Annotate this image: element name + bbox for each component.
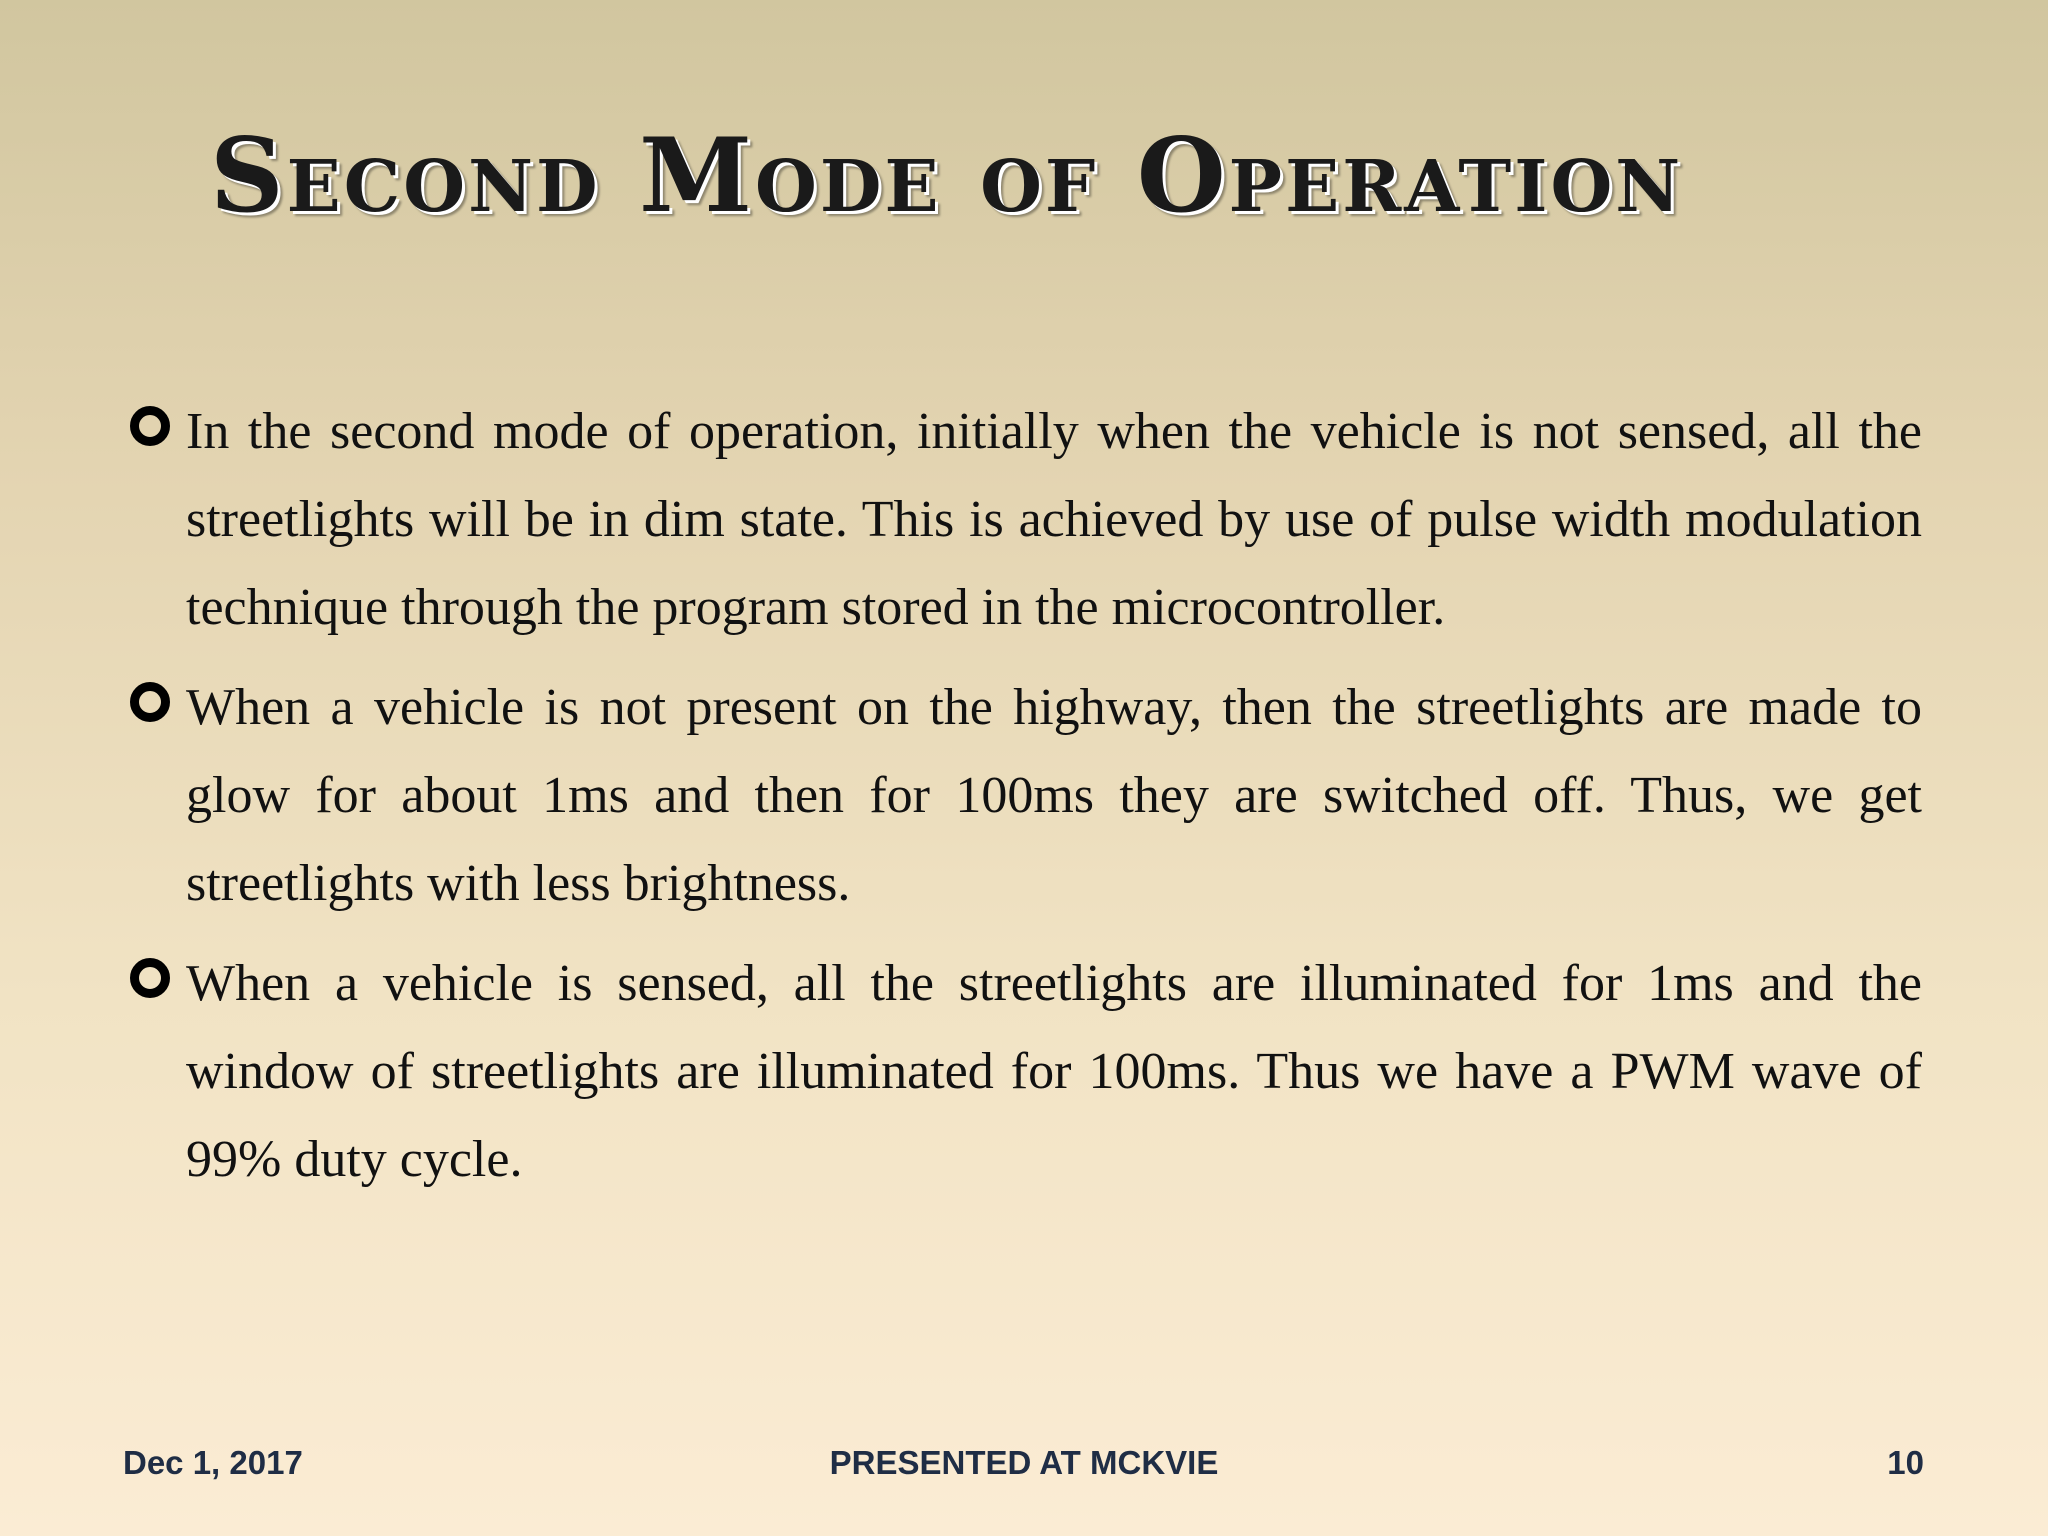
hollow-circle-icon (130, 682, 170, 722)
hollow-circle-icon (130, 958, 170, 998)
bullet-text: When a vehicle is sensed, all the streetlights are illuminated for 1ms and the window of streetlights are illuminated for 100ms. Thus we have a PWM wave of 99% duty cycle. (186, 955, 1922, 1188)
bullet-text: When a vehicle is not present on the highway, then the streetlights are made to glow for about 1ms and then for 100ms they are switched off. Thus, we get streetlights with less brightness. (186, 679, 1922, 912)
bullet-item (126, 664, 1922, 928)
bullet-item (126, 940, 1922, 1204)
bullet-item (126, 388, 1922, 652)
hollow-circle-icon (130, 406, 170, 446)
footer-date: Dec 1, 2017 (123, 1444, 303, 1481)
slide-title: Second Mode of Operation (210, 116, 1684, 236)
footer-presenter: PRESENTED AT MCKVIE (829, 1444, 1219, 1481)
bullet-list (126, 388, 1922, 1216)
page-number: 10 (1887, 1444, 1924, 1481)
bullet-text: In the second mode of operation, initially when the vehicle is not sensed, all the streetlights will be in dim state. This is achieved by use of pulse width modulation technique through the program stored in the microcontroller. (186, 403, 1922, 636)
